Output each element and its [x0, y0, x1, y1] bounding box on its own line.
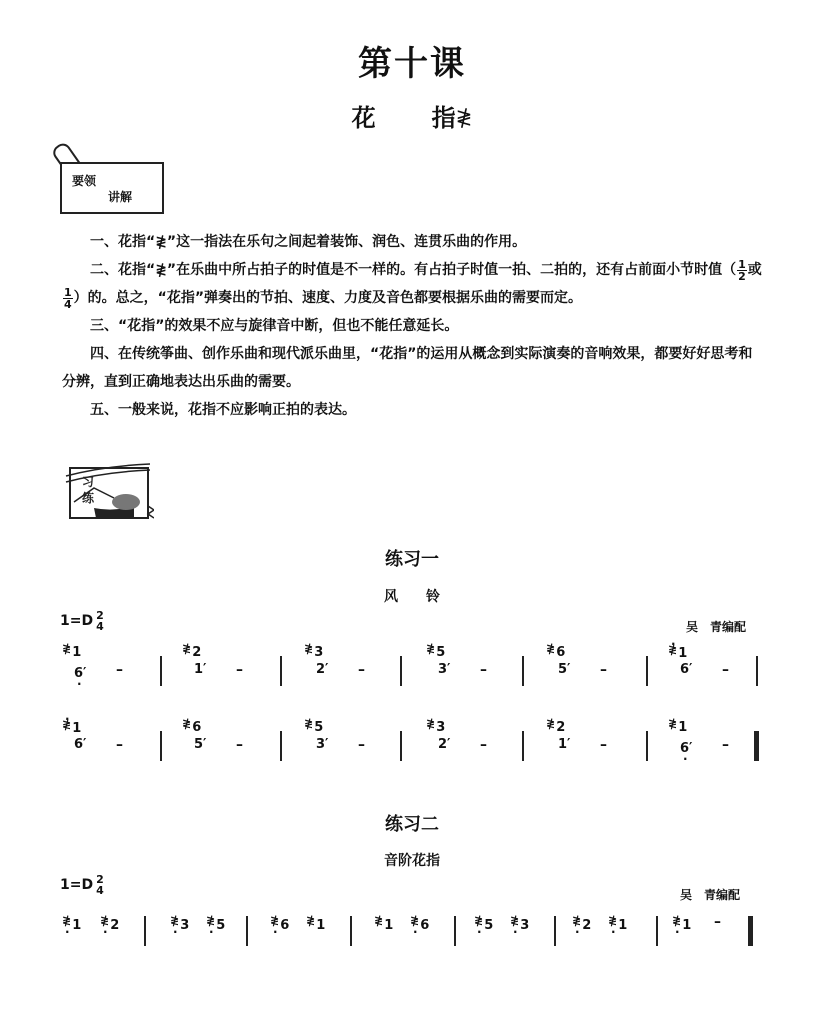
huazhi-icon: ≹ [374, 914, 384, 927]
paragraph-2-part-a: 二、花指“≹”在乐曲中所占拍子的时值是不一样的。有占拍子时值一拍、二拍的，还有占前面小节时值（ [90, 262, 737, 278]
dash: – [358, 737, 365, 753]
pluck-mark: ′ [689, 662, 693, 677]
measure [666, 715, 729, 775]
fraction-denominator: 2 [738, 269, 746, 283]
huazhi-icon: ≹ [182, 717, 192, 730]
huazhi-icon: ≹ [608, 914, 618, 927]
huazhi-icon: ≹ [474, 914, 484, 927]
time-numerator: 2 [96, 873, 104, 886]
huazhi-icon: ≹ [426, 717, 436, 730]
pluck-mark: ′ [567, 737, 571, 752]
final-barline [748, 916, 753, 946]
note-bottom: 5 [558, 662, 568, 677]
huazhi-icon: ≹ [304, 642, 314, 655]
huazhi-icon: ≹ [182, 642, 192, 655]
note: 6 [280, 918, 290, 933]
measure [60, 640, 123, 700]
note-top: 6 [556, 645, 566, 660]
fraction-quarter [63, 287, 73, 310]
exercise-2-song-title: 音阶花指 [384, 853, 440, 869]
barline [400, 656, 402, 686]
pluck-mark: ′ [83, 666, 87, 681]
time-signature [96, 874, 104, 896]
huazhi-icon: ≹ [306, 914, 316, 927]
huazhi-icon: ≹ [510, 914, 520, 927]
pluck-mark: ′ [325, 662, 329, 677]
note: 1 [618, 918, 628, 933]
exercise-1-staff-row-1 [60, 640, 770, 700]
barline [160, 656, 162, 686]
barline [246, 916, 248, 946]
note-top: 2 [192, 645, 202, 660]
barline [522, 731, 524, 761]
note: 2 [582, 918, 592, 933]
note: 5 [216, 918, 226, 933]
huazhi-icon: ≹ [304, 717, 314, 730]
note-top: 6 [192, 720, 202, 735]
huazhi-icon: ≹ [206, 914, 216, 927]
explanation-text [62, 228, 762, 424]
time-denominator: 4 [96, 884, 104, 897]
measure [60, 715, 123, 775]
dash: – [722, 662, 729, 678]
key-label: 1=D [60, 877, 94, 893]
pluck-mark: ′ [203, 662, 207, 677]
huazhi-icon: ≹ [62, 914, 72, 927]
pluck-mark: ′ [83, 737, 87, 752]
barline [646, 731, 648, 761]
barline [350, 916, 352, 946]
pluck-mark: ′ [689, 741, 693, 756]
dash: – [600, 737, 607, 753]
exercise-2-key-signature [60, 874, 104, 896]
svg-text:习: 习 [82, 475, 95, 489]
note: 5 [484, 918, 494, 933]
pluck-mark: ′ [447, 662, 451, 677]
huazhi-ornament-icon: ≹ [455, 105, 473, 129]
key-points-line2: 讲解 [108, 190, 133, 204]
dash: – [722, 737, 729, 753]
paragraph-3: 三、“花指”的效果不应与旋律音中断，但也不能任意延长。 [90, 318, 459, 334]
note: 6 [420, 918, 430, 933]
note-bottom: 3 [438, 662, 448, 677]
measure [666, 640, 729, 700]
note-top: 3 [314, 645, 324, 660]
dash: – [116, 737, 123, 753]
fraction-numerator: 1 [64, 285, 72, 299]
barline [160, 731, 162, 761]
note: 3 [180, 918, 190, 933]
barline [144, 916, 146, 946]
huazhi-icon: ≹ [170, 914, 180, 927]
barline [656, 916, 658, 946]
note: 1 [682, 918, 692, 933]
note-bottom: 5 [194, 737, 204, 752]
barline [646, 656, 648, 686]
paragraph-2-part-b: ）的。总之，“花指”弹奏出的节拍、速度、力度及音色都要根据乐曲的需要而定。 [73, 290, 583, 306]
time-denominator: 4 [96, 620, 104, 633]
dash: – [714, 914, 721, 930]
fraction-half [737, 259, 747, 282]
note-top: 1 [72, 645, 82, 660]
huazhi-icon: ≹ [668, 717, 678, 730]
note-bottom: 1 [194, 662, 204, 677]
dash: – [236, 737, 243, 753]
fraction-numerator: 1 [738, 257, 746, 271]
paragraph-5: 五、一般来说，花指不应影响正拍的表达。 [90, 402, 356, 418]
exercise-1-title: 练习一 [385, 549, 439, 570]
note: 1 [72, 918, 82, 933]
note-top: 2 [556, 720, 566, 735]
practice-illustration-icon [64, 462, 154, 522]
exercise-2-arranger: 吴 青编配 [680, 888, 741, 902]
barline [522, 656, 524, 686]
dash: – [358, 662, 365, 678]
note-bottom: 2 [316, 662, 326, 677]
barline [454, 916, 456, 946]
pluck-mark: ′ [203, 737, 207, 752]
huazhi-icon: ≹ [426, 642, 436, 655]
lesson-subtitle [0, 98, 824, 133]
note-bottom: 1 [558, 737, 568, 752]
exercise-1-arranger: 吴 青编配 [686, 620, 747, 634]
note-top: 1 [678, 720, 688, 735]
or-text: 或 [747, 262, 762, 278]
dash: – [600, 662, 607, 678]
note: 1 [316, 918, 326, 933]
exercise-1-song-title: 风 铃 [384, 589, 440, 605]
svg-text:练: 练 [82, 491, 95, 505]
subtitle-char-zhi: 指 [431, 104, 456, 132]
fraction-denominator: 4 [64, 297, 72, 311]
note: 3 [520, 918, 530, 933]
subtitle-char-hua: 花 [351, 104, 376, 132]
lesson-title: 第十课 [358, 44, 466, 84]
note-bottom: 6 [680, 662, 690, 677]
barline [756, 656, 758, 686]
exercise-2-title: 练习二 [385, 814, 439, 835]
huazhi-icon: ≹ [100, 914, 110, 927]
final-barline [754, 731, 759, 761]
paragraph-1: 一、花指“≹”这一指法在乐句之间起着装饰、润色、连贯乐曲的作用。 [90, 234, 527, 250]
pluck-mark: ′ [567, 662, 571, 677]
huazhi-icon: ≹ [270, 914, 280, 927]
huazhi-icon: ≹ [572, 914, 582, 927]
dash: – [480, 737, 487, 753]
paragraph-4: 四、在传统筝曲、创作乐曲和现代派乐曲里，“花指”的运用从概念到实际演奏的音响效果，都要好好思考和分辨，直到正确地表达出乐曲的需要。 [62, 346, 753, 390]
barline [280, 656, 282, 686]
note-top: 1 [678, 646, 688, 661]
note-bottom: 3 [316, 737, 326, 752]
dash: – [236, 662, 243, 678]
note-top: 5 [314, 720, 324, 735]
dash: – [116, 662, 123, 678]
note-top: 3 [436, 720, 446, 735]
note-bottom: 6 [74, 666, 84, 681]
key-points-line1: 要领 [72, 174, 97, 188]
huazhi-icon: ≹ [410, 914, 420, 927]
note-bottom: 6 [74, 737, 84, 752]
note: 1 [384, 918, 394, 933]
key-points-card [60, 162, 164, 214]
huazhi-icon: ≹ [546, 717, 556, 730]
paragraph-2 [62, 256, 762, 312]
huazhi-icon: ≹ [62, 642, 72, 655]
pluck-mark: ′ [325, 737, 329, 752]
barline [554, 916, 556, 946]
note-bottom: 2 [438, 737, 448, 752]
exercise-2-staff [60, 900, 770, 960]
pluck-mark: ′ [447, 737, 451, 752]
huazhi-icon: ≹ [672, 914, 682, 927]
note-top: 1 [72, 721, 82, 736]
note: 2 [110, 918, 120, 933]
barline [280, 731, 282, 761]
huazhi-icon: ≹ [668, 643, 678, 656]
huazhi-icon: ≹ [62, 718, 72, 731]
exercise-1-staff-row-2 [60, 715, 770, 775]
huazhi-icon: ≹ [546, 642, 556, 655]
time-numerator: 2 [96, 609, 104, 622]
note-bottom: 6 [680, 741, 690, 756]
exercise-1-key-signature [60, 610, 104, 632]
barline [400, 731, 402, 761]
note-top: 5 [436, 645, 446, 660]
dash: – [480, 662, 487, 678]
key-label: 1=D [60, 613, 94, 629]
time-signature [96, 610, 104, 632]
